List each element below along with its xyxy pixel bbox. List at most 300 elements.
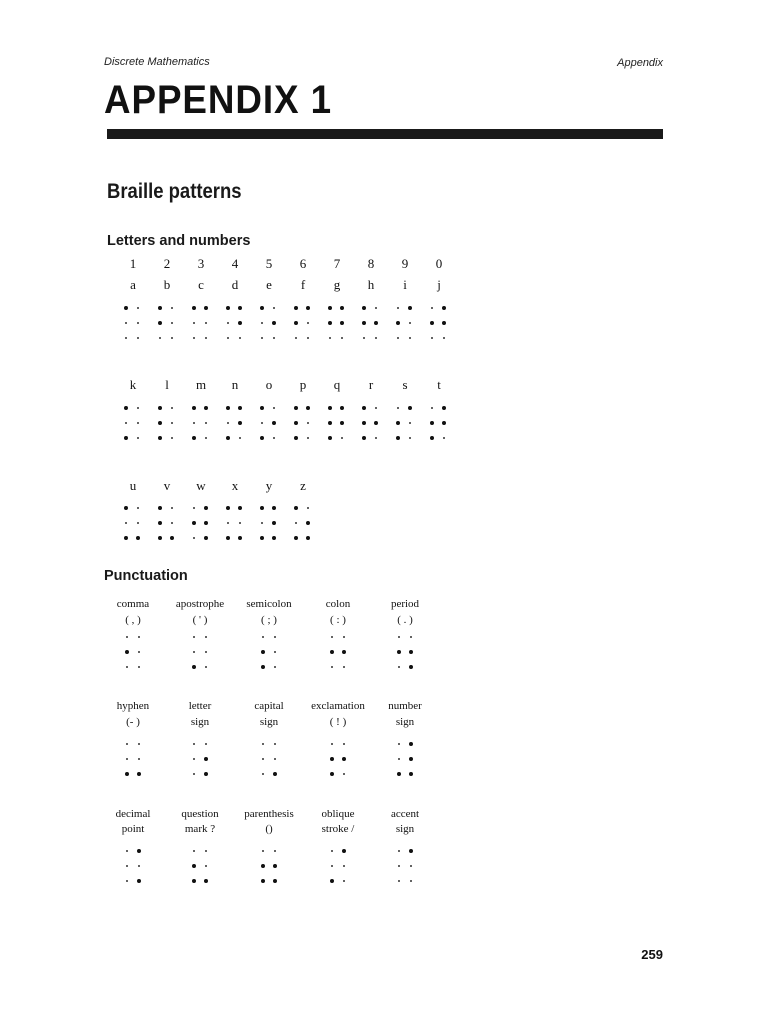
empty-dot [343, 743, 345, 745]
empty-dot [126, 743, 128, 745]
empty-dot [398, 850, 400, 852]
braille-letter-label: w [196, 478, 206, 493]
page-number: 259 [641, 947, 663, 962]
empty-dot [126, 880, 128, 882]
raised-dot [397, 772, 401, 776]
braille-cell [398, 636, 412, 666]
raised-dot [260, 506, 264, 510]
empty-dot [126, 636, 128, 638]
raised-dot [396, 321, 400, 325]
raised-dot [306, 306, 310, 310]
braille-cell [397, 307, 411, 337]
raised-dot [340, 421, 344, 425]
empty-dot [227, 337, 229, 339]
empty-dot [239, 337, 241, 339]
empty-dot [227, 522, 229, 524]
empty-dot [125, 422, 127, 424]
empty-dot [398, 880, 400, 882]
raised-dot [306, 536, 310, 540]
empty-dot [274, 758, 276, 760]
empty-dot [126, 758, 128, 760]
raised-dot [362, 436, 366, 440]
empty-dot [331, 850, 333, 852]
raised-dot [294, 421, 298, 425]
braille-cell [227, 507, 241, 537]
raised-dot [204, 757, 208, 761]
empty-dot [397, 307, 399, 309]
raised-dot [342, 757, 346, 761]
letters-numbers-heading: Letters and numbers [107, 233, 251, 249]
empty-dot [295, 522, 297, 524]
empty-dot [307, 422, 309, 424]
empty-dot [341, 337, 343, 339]
running-header-section: Appendix [617, 57, 663, 69]
raised-dot [442, 321, 446, 325]
empty-dot [375, 307, 377, 309]
empty-dot [343, 666, 345, 668]
raised-dot [125, 772, 129, 776]
braille-letter-label: o [265, 377, 273, 392]
empty-dot [409, 437, 411, 439]
raised-dot [261, 650, 265, 654]
empty-dot [137, 322, 139, 324]
raised-dot [158, 406, 162, 410]
braille-cell [125, 307, 139, 337]
raised-dot [192, 436, 196, 440]
empty-dot [431, 407, 433, 409]
raised-dot [124, 306, 128, 310]
braille-cell [193, 507, 207, 537]
empty-dot [261, 337, 263, 339]
empty-dot [205, 337, 207, 339]
empty-dot [409, 337, 411, 339]
raised-dot [306, 521, 310, 525]
empty-dot [443, 337, 445, 339]
braille-cell [431, 307, 445, 337]
braille-cell [159, 307, 173, 337]
raised-dot [226, 536, 230, 540]
braille-letter-label: t [437, 377, 441, 392]
braille-letter-label: q [333, 377, 341, 392]
empty-dot [137, 307, 139, 309]
braille-cell [331, 636, 345, 666]
braille-letter-label: a [130, 277, 136, 292]
braille-number-label: 5 [265, 256, 273, 271]
empty-dot [205, 322, 207, 324]
raised-dot [260, 436, 264, 440]
braille-number-label: 3 [197, 256, 205, 271]
empty-dot [193, 322, 195, 324]
empty-dot [398, 743, 400, 745]
empty-dot [262, 850, 264, 852]
punctuation-name: semicolon [246, 598, 292, 610]
raised-dot [396, 436, 400, 440]
raised-dot [226, 436, 230, 440]
empty-dot [375, 407, 377, 409]
punctuation-symbol: stroke / [321, 823, 355, 835]
raised-dot [430, 421, 434, 425]
braille-cell [193, 407, 207, 437]
raised-dot [408, 306, 412, 310]
empty-dot [375, 437, 377, 439]
empty-dot [205, 850, 207, 852]
raised-dot [328, 436, 332, 440]
empty-dot [307, 507, 309, 509]
braille-cell [126, 636, 140, 666]
punctuation-name: letter [188, 700, 212, 712]
punctuation-symbol: ( : ) [330, 614, 346, 626]
raised-dot [342, 849, 346, 853]
empty-dot [343, 865, 345, 867]
empty-dot [261, 422, 263, 424]
raised-dot [204, 406, 208, 410]
empty-dot [409, 422, 411, 424]
punctuation-name: oblique [321, 808, 355, 820]
empty-dot [171, 437, 173, 439]
punctuation-symbol: point [121, 823, 145, 835]
empty-dot [171, 407, 173, 409]
raised-dot [261, 665, 265, 669]
punctuation-name: period [390, 598, 420, 610]
empty-dot [138, 758, 140, 760]
empty-dot [125, 322, 127, 324]
punctuation-name: apostrophe [175, 598, 225, 610]
empty-dot [171, 322, 173, 324]
punctuation-symbol: ( ! ) [329, 716, 347, 728]
braille-letter-label: z [300, 478, 306, 493]
empty-dot [274, 666, 276, 668]
empty-dot [397, 407, 399, 409]
raised-dot [192, 864, 196, 868]
braille-letter-label: p [299, 377, 307, 392]
punctuation-name: hyphen [116, 700, 150, 712]
raised-dot [137, 849, 141, 853]
raised-dot [273, 772, 277, 776]
raised-dot [328, 421, 332, 425]
empty-dot [397, 337, 399, 339]
braille-letter-label: k [129, 377, 137, 392]
braille-cell [159, 407, 173, 437]
braille-cell [126, 743, 140, 773]
empty-dot [262, 773, 264, 775]
raised-dot [238, 406, 242, 410]
braille-cell [193, 850, 207, 880]
empty-dot [193, 651, 195, 653]
punctuation-name: colon [325, 598, 351, 610]
empty-dot [295, 337, 297, 339]
raised-dot [409, 757, 413, 761]
braille-number-label: 7 [333, 256, 341, 271]
punctuation-symbol: () [265, 823, 273, 835]
braille-letter-label: r [368, 377, 374, 392]
title-rule [107, 129, 663, 139]
empty-dot [443, 437, 445, 439]
empty-dot [205, 651, 207, 653]
raised-dot [330, 650, 334, 654]
empty-dot [410, 636, 412, 638]
empty-dot [363, 337, 365, 339]
raised-dot [328, 406, 332, 410]
empty-dot [125, 337, 127, 339]
raised-dot [204, 521, 208, 525]
empty-dot [431, 307, 433, 309]
braille-letter-label: g [333, 277, 341, 292]
empty-dot [341, 437, 343, 439]
braille-letter-label: s [402, 377, 408, 392]
raised-dot [260, 306, 264, 310]
raised-dot [238, 506, 242, 510]
raised-dot [158, 321, 162, 325]
empty-dot [171, 307, 173, 309]
raised-dot [328, 306, 332, 310]
braille-cell [295, 307, 309, 337]
empty-dot [137, 422, 139, 424]
braille-cell [261, 407, 275, 437]
empty-dot [193, 850, 195, 852]
empty-dot [227, 322, 229, 324]
raised-dot [273, 864, 277, 868]
braille-letter-label: c [198, 277, 204, 292]
braille-number-label: 1 [129, 256, 137, 271]
empty-dot [138, 743, 140, 745]
empty-dot [126, 850, 128, 852]
empty-dot [274, 850, 276, 852]
raised-dot [272, 506, 276, 510]
braille-cell [397, 407, 411, 437]
empty-dot [171, 337, 173, 339]
raised-dot [238, 306, 242, 310]
raised-dot [137, 879, 141, 883]
punctuation-name: accent [390, 808, 420, 820]
raised-dot [260, 406, 264, 410]
raised-dot [294, 306, 298, 310]
raised-dot [430, 436, 434, 440]
raised-dot [340, 306, 344, 310]
braille-letter-label: x [231, 478, 239, 493]
raised-dot [409, 772, 413, 776]
braille-cell [193, 307, 207, 337]
raised-dot [362, 321, 366, 325]
raised-dot [136, 536, 140, 540]
empty-dot [329, 337, 331, 339]
braille-letter-label: h [367, 277, 375, 292]
empty-dot [138, 865, 140, 867]
braille-cell [295, 407, 309, 437]
empty-dot [138, 666, 140, 668]
raised-dot [409, 650, 413, 654]
raised-dot [238, 321, 242, 325]
empty-dot [431, 337, 433, 339]
braille-letter-label: m [195, 377, 207, 392]
empty-dot [205, 437, 207, 439]
empty-dot [138, 651, 140, 653]
raised-dot [272, 321, 276, 325]
punctuation-symbol: ( , ) [125, 614, 141, 626]
raised-dot [362, 421, 366, 425]
punctuation-name: capital [254, 700, 284, 712]
braille-number-label: 2 [163, 256, 171, 271]
raised-dot [137, 772, 141, 776]
raised-dot [158, 306, 162, 310]
raised-dot [273, 879, 277, 883]
raised-dot [294, 506, 298, 510]
braille-cell [331, 850, 345, 880]
empty-dot [343, 636, 345, 638]
empty-dot [331, 743, 333, 745]
raised-dot [238, 536, 242, 540]
empty-dot [273, 337, 275, 339]
empty-dot [331, 865, 333, 867]
empty-dot [398, 758, 400, 760]
braille-letter-label: u [129, 478, 137, 493]
raised-dot [294, 436, 298, 440]
empty-dot [171, 422, 173, 424]
raised-dot [124, 536, 128, 540]
empty-dot [398, 865, 400, 867]
braille-letter-label: v [163, 478, 171, 493]
raised-dot [340, 406, 344, 410]
empty-dot [307, 337, 309, 339]
braille-letter-label: j [437, 277, 441, 292]
empty-dot [274, 743, 276, 745]
raised-dot [374, 421, 378, 425]
empty-dot [193, 743, 195, 745]
empty-dot [205, 666, 207, 668]
raised-dot [124, 436, 128, 440]
braille-cell [159, 507, 173, 537]
empty-dot [205, 422, 207, 424]
raised-dot [374, 321, 378, 325]
empty-dot [171, 522, 173, 524]
empty-dot [274, 651, 276, 653]
empty-dot [343, 880, 345, 882]
raised-dot [409, 849, 413, 853]
raised-dot [408, 406, 412, 410]
raised-dot [124, 406, 128, 410]
braille-cell [125, 507, 139, 537]
raised-dot [158, 521, 162, 525]
punctuation-name: question [181, 808, 219, 820]
braille-letter-label: d [231, 277, 239, 292]
raised-dot [442, 421, 446, 425]
raised-dot [204, 506, 208, 510]
empty-dot [193, 537, 195, 539]
braille-letter-label: n [231, 377, 239, 392]
braille-cell [431, 407, 445, 437]
raised-dot [330, 757, 334, 761]
braille-cell [193, 743, 207, 773]
raised-dot [260, 536, 264, 540]
punctuation-symbol: mark ? [184, 823, 216, 835]
empty-dot [261, 522, 263, 524]
braille-cell [126, 850, 140, 880]
raised-dot [158, 536, 162, 540]
raised-dot [294, 536, 298, 540]
empty-dot [193, 636, 195, 638]
braille-cell [363, 307, 377, 337]
empty-dot [343, 773, 345, 775]
section-heading: Braille patterns [107, 180, 242, 203]
braille-cell [261, 507, 275, 537]
punctuation-name: comma [116, 598, 150, 610]
empty-dot [137, 407, 139, 409]
empty-dot [137, 437, 139, 439]
raised-dot [204, 772, 208, 776]
raised-dot [226, 406, 230, 410]
braille-number-label: 4 [231, 256, 239, 271]
empty-dot [205, 743, 207, 745]
empty-dot [273, 407, 275, 409]
braille-letter-label: b [163, 277, 171, 292]
raised-dot [294, 321, 298, 325]
punctuation-heading: Punctuation [104, 568, 188, 584]
punctuation-symbol: ( ' ) [192, 614, 208, 626]
empty-dot [193, 773, 195, 775]
empty-dot [205, 865, 207, 867]
page-title: APPENDIX 1 [104, 78, 333, 122]
empty-dot [159, 337, 161, 339]
raised-dot [442, 306, 446, 310]
punctuation-symbol: sign [259, 716, 279, 728]
raised-dot [396, 421, 400, 425]
empty-dot [137, 337, 139, 339]
raised-dot [158, 506, 162, 510]
raised-dot [192, 306, 196, 310]
empty-dot [273, 307, 275, 309]
empty-dot [193, 507, 195, 509]
empty-dot [398, 636, 400, 638]
empty-dot [205, 636, 207, 638]
braille-cell [363, 407, 377, 437]
raised-dot [340, 321, 344, 325]
empty-dot [307, 437, 309, 439]
raised-dot [261, 879, 265, 883]
raised-dot [272, 421, 276, 425]
raised-dot [397, 650, 401, 654]
punctuation-symbol: (- ) [126, 716, 140, 728]
empty-dot [262, 743, 264, 745]
braille-cell [329, 307, 343, 337]
raised-dot [204, 536, 208, 540]
empty-dot [126, 865, 128, 867]
punctuation-symbol: sign [395, 716, 415, 728]
empty-dot [410, 865, 412, 867]
raised-dot [272, 536, 276, 540]
braille-letter-label: i [403, 277, 407, 292]
empty-dot [193, 337, 195, 339]
braille-cell [227, 407, 241, 437]
braille-cell [261, 307, 275, 337]
empty-dot [193, 758, 195, 760]
punctuation-symbol: ( ; ) [261, 614, 277, 626]
braille-letter-label: f [300, 277, 306, 292]
empty-dot [307, 322, 309, 324]
braille-letter-label: y [265, 478, 273, 493]
braille-cell [295, 507, 309, 537]
empty-dot [137, 507, 139, 509]
raised-dot [238, 421, 242, 425]
braille-letter-label: e [266, 277, 272, 292]
raised-dot [430, 321, 434, 325]
punctuation-symbol: sign [395, 823, 415, 835]
raised-dot [442, 406, 446, 410]
raised-dot [192, 406, 196, 410]
raised-dot [362, 306, 366, 310]
raised-dot [192, 879, 196, 883]
empty-dot [331, 636, 333, 638]
braille-cell [227, 307, 241, 337]
punctuation-symbol: sign [190, 716, 210, 728]
